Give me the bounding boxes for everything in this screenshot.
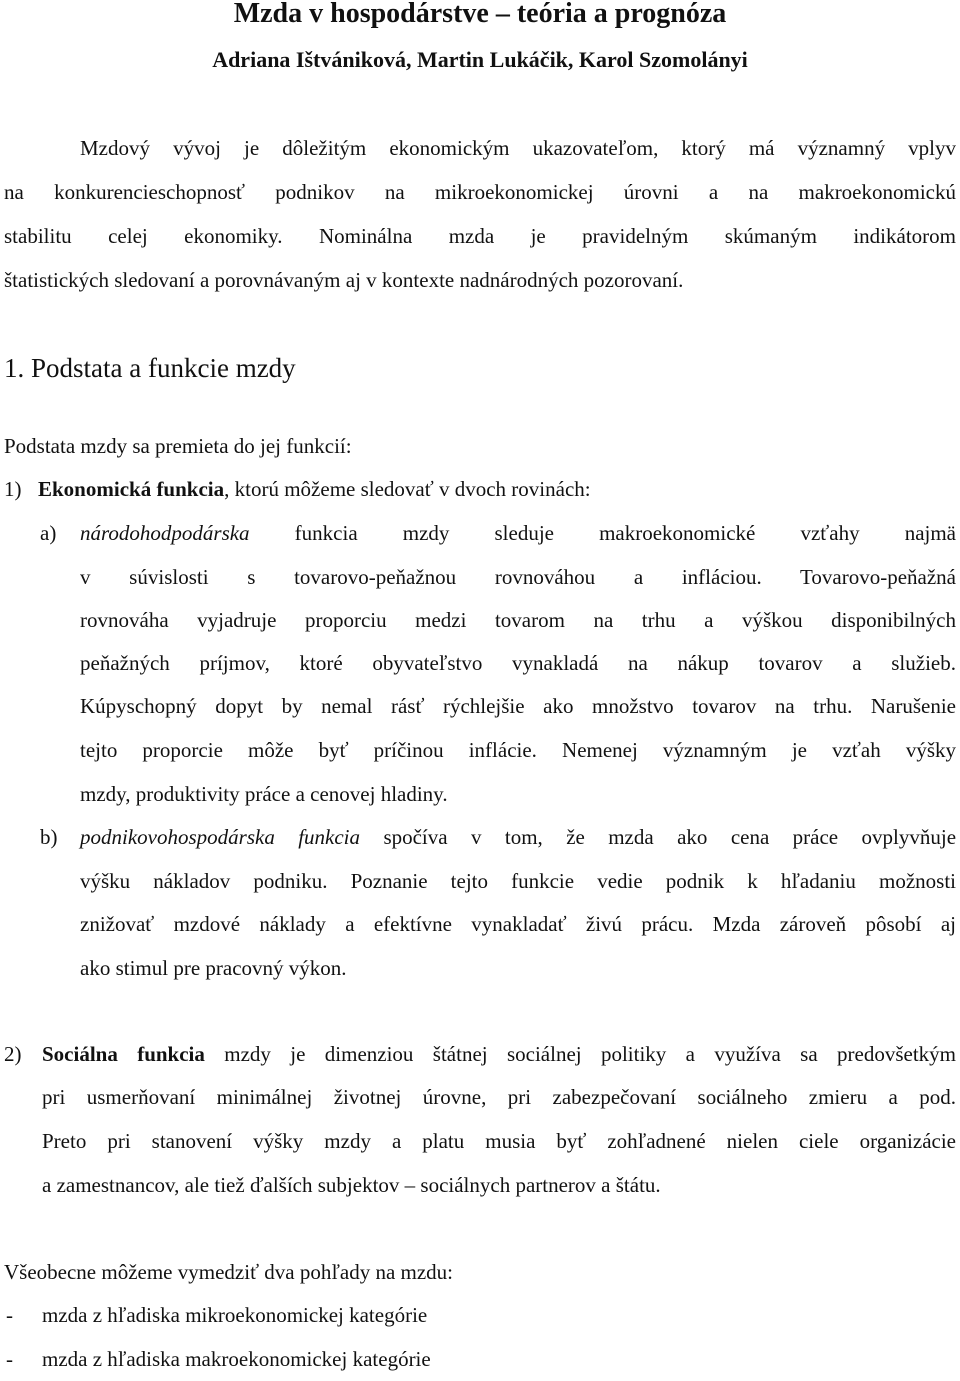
item-2-line: a zamestnancov, ale tiež ďalších subjektov – sociálnych partnerov a štátu. — [42, 1173, 661, 1197]
item-2-line: Preto pri stanovení výšky mzdy a platu musia byť zohľadnené nielen ciele organizácie — [42, 1129, 956, 1153]
item-social-function — [42, 1032, 956, 1076]
intro-line: štatistických sledovaní a porovnávaným aj v kontexte nadnárodných pozorovaní. — [4, 268, 684, 292]
intro-line: na konkurencieschopnosť podnikov na mikroekonomickej úrovni a na makroekonomickú — [4, 180, 956, 204]
subitem-a-line: rovnováha vyjadruje proporciu medzi tovarom na trhu a výškou disponibilných — [80, 608, 956, 632]
item-text: , ktorú môžeme sledovať v dvoch rovinách: — [224, 477, 591, 501]
document-title: Mzda v hospodárstve – teória a prognóza — [233, 0, 727, 29]
subitem-italic-term: národohodpodárska — [80, 521, 250, 545]
subitem-a-line: tejto proporcie môže byť príčinou inflácie. Nemenej významným je vzťah výšky — [80, 738, 956, 762]
item-economic-function — [4, 467, 591, 511]
subitem-text: spočíva v tom, že mzda ako cena práce ovplyvňuje — [383, 825, 957, 849]
document-authors: Adriana Ištvániková, Martin Lukáčik, Karol Szomolányi — [212, 47, 748, 72]
subitem-b-line: ako stimul pre pracovný výkon. — [80, 956, 347, 980]
section-lead: Podstata mzdy sa premieta do jej funkcií: — [4, 434, 352, 458]
subitem-a-first-line — [80, 511, 956, 555]
subitem-a-line: v súvislosti s tovarovo-peňažnou rovnováhou a infláciou. Tovarovo-peňažná — [80, 565, 956, 589]
intro-line: stabilitu celej ekonomiky. Nominálna mzda je pravidelným skúmaným indikátorom — [4, 224, 956, 248]
item-bold-term: Sociálna funkcia — [42, 1042, 205, 1066]
dash-marker: - — [6, 1303, 13, 1327]
subitem-a-line: mzdy, produktivity práce a cenovej hladiny. — [80, 782, 448, 806]
item-marker: 1) — [4, 477, 22, 501]
views-lead: Všeobecne môžeme vymedziť dva pohľady na mzdu: — [4, 1260, 454, 1284]
subitem-marker-b: b) — [40, 825, 58, 849]
subitem-b-first-line — [80, 815, 956, 859]
subitem-text: funkcia mzdy sleduje makroekonomické vzťahy najmä — [294, 521, 957, 545]
subitem-italic-term: podnikovohospodárska funkcia — [80, 825, 361, 849]
subitem-a-line: Kúpyschopný dopyt by nemal rásť rýchlejšie ako množstvo tovarov na trhu. Narušenie — [80, 694, 956, 718]
item-text: mzdy je dimenziou štátnej sociálnej politiky a využíva sa predovšetkým — [224, 1042, 957, 1066]
subitem-b-line: výšku nákladov podniku. Poznanie tejto funkcie vedie podnik k hľadaniu možnosti — [80, 869, 956, 893]
item-bold-term: Ekonomická funkcia — [38, 477, 225, 501]
section-heading: 1. Podstata a funkcie mzdy — [4, 353, 296, 383]
subitem-b-line: znižovať mzdové náklady a efektívne vynakladať živú prácu. Mzda zároveň pôsobí aj — [80, 912, 956, 936]
subitem-marker-a: a) — [40, 521, 57, 545]
dash-marker: - — [6, 1347, 13, 1371]
item-marker-2: 2) — [4, 1042, 22, 1066]
view-item: mzda z hľadiska mikroekonomickej kategórie — [42, 1303, 428, 1327]
item-2-line: pri usmerňovaní minimálnej životnej úrovne, pri zabezpečovaní sociálneho zmieru a pod. — [42, 1085, 956, 1109]
intro-line: Mzdový vývoj je dôležitým ekonomickým ukazovateľom, ktorý má významný vplyv — [80, 136, 956, 160]
view-item: mzda z hľadiska makroekonomickej kategórie — [42, 1347, 431, 1371]
subitem-a-line: peňažných príjmov, ktoré obyvateľstvo vynakladá na nákup tovarov a služieb. — [80, 651, 956, 675]
